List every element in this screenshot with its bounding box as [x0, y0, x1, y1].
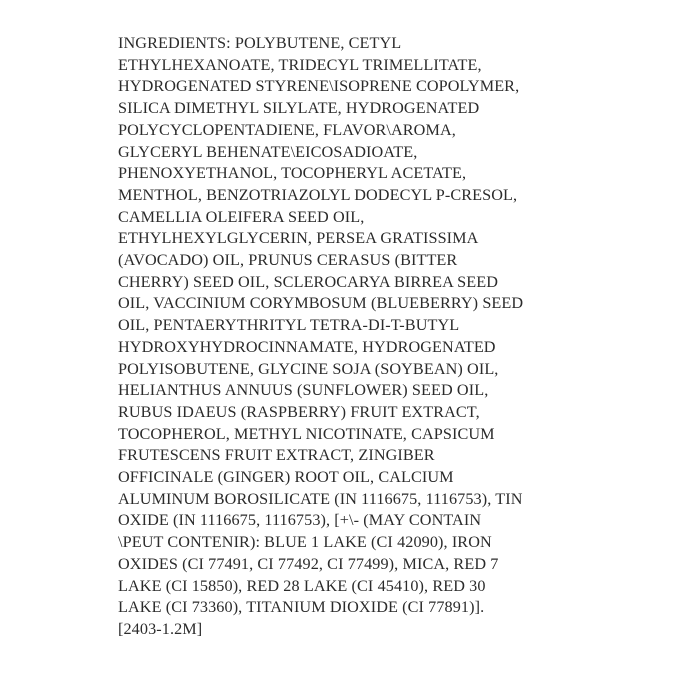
- ingredient-text-line: INGREDIENTS: POLYBUTENE, CETYL: [118, 34, 402, 52]
- ingredient-text-line: OXIDES (CI 77491, CI 77492, CI 77499), MICA, RED 7: [118, 554, 499, 573]
- ingredient-text-line: (AVOCADO) OIL, PRUNUS CERASUS (BITTER: [118, 251, 458, 270]
- ingredient-text-line: POLYCYCLOPENTADIENE, FLAVOR\AROMA,: [118, 120, 456, 139]
- ingredient-text-line: CAMELLIA OLEIFERA SEED OIL,: [118, 207, 365, 226]
- ingredient-text-line: ALUMINUM BOROSILICATE (IN 1116675, 1116753), TIN: [118, 489, 523, 508]
- ingredient-text-line: FRUTESCENS FRUIT EXTRACT, ZINGIBER: [118, 446, 435, 465]
- ingredient-text-line: HYDROXYHYDROCINNAMATE, HYDROGENATED: [118, 337, 496, 356]
- ingredient-text-line: OIL, VACCINIUM CORYMBOSUM (BLUEBERRY) SEED: [118, 294, 524, 313]
- ingredient-text-line: TOCOPHEROL, METHYL NICOTINATE, CAPSICUM: [118, 424, 495, 443]
- ingredient-text-line: ETHYLHEXYLGLYCERIN, PERSEA GRATISSIMA: [118, 229, 479, 248]
- ingredient-text-line: MENTHOL, BENZOTRIAZOLYL DODECYL P-CRESOL,: [118, 185, 518, 204]
- ingredient-text-line: OFFICINALE (GINGER) ROOT OIL, CALCIUM: [118, 468, 454, 487]
- ingredient-text-line: CHERRY) SEED OIL, SCLEROCARYA BIRREA SEED: [118, 272, 499, 291]
- ingredient-text-line: OXIDE (IN 1116675, 1116753), [+\- (MAY CONTAIN: [118, 511, 482, 530]
- ingredient-text-line: GLYCERYL BEHENATE\EICOSADIOATE,: [118, 142, 418, 161]
- ingredient-text-line: ETHYLHEXANOATE, TRIDECYL TRIMELLITATE,: [118, 55, 482, 74]
- ingredient-text-line: [2403-1.2M]: [118, 619, 203, 638]
- ingredient-text-line: POLYISOBUTENE, GLYCINE SOJA (SOYBEAN) OIL,: [118, 359, 499, 378]
- ingredient-text-line: LAKE (CI 73360), TITANIUM DIOXIDE (CI 77891)].: [118, 598, 485, 617]
- ingredient-text-line: PHENOXYETHANOL, TOCOPHERYL ACETATE,: [118, 164, 467, 183]
- ingredient-text-line: LAKE (CI 15850), RED 28 LAKE (CI 45410), RED 30: [118, 576, 486, 595]
- ingredient-text-line: HYDROGENATED STYRENE\ISOPRENE COPOLYMER,: [118, 77, 520, 96]
- ingredient-text-line: RUBUS IDAEUS (RASPBERRY) FRUIT EXTRACT,: [118, 402, 480, 421]
- ingredient-text-line: HELIANTHUS ANNUUS (SUNFLOWER) SEED OIL,: [118, 381, 489, 400]
- ingredients-text-block: [118, 33, 578, 641]
- ingredient-text-line: \PEUT CONTENIR): BLUE 1 LAKE (CI 42090), IRON: [118, 533, 492, 552]
- ingredient-text-line: OIL, PENTAERYTHRITYL TETRA-DI-T-BUTYL: [118, 316, 460, 335]
- ingredient-text-line: SILICA DIMETHYL SILYLATE, HYDROGENATED: [118, 99, 480, 118]
